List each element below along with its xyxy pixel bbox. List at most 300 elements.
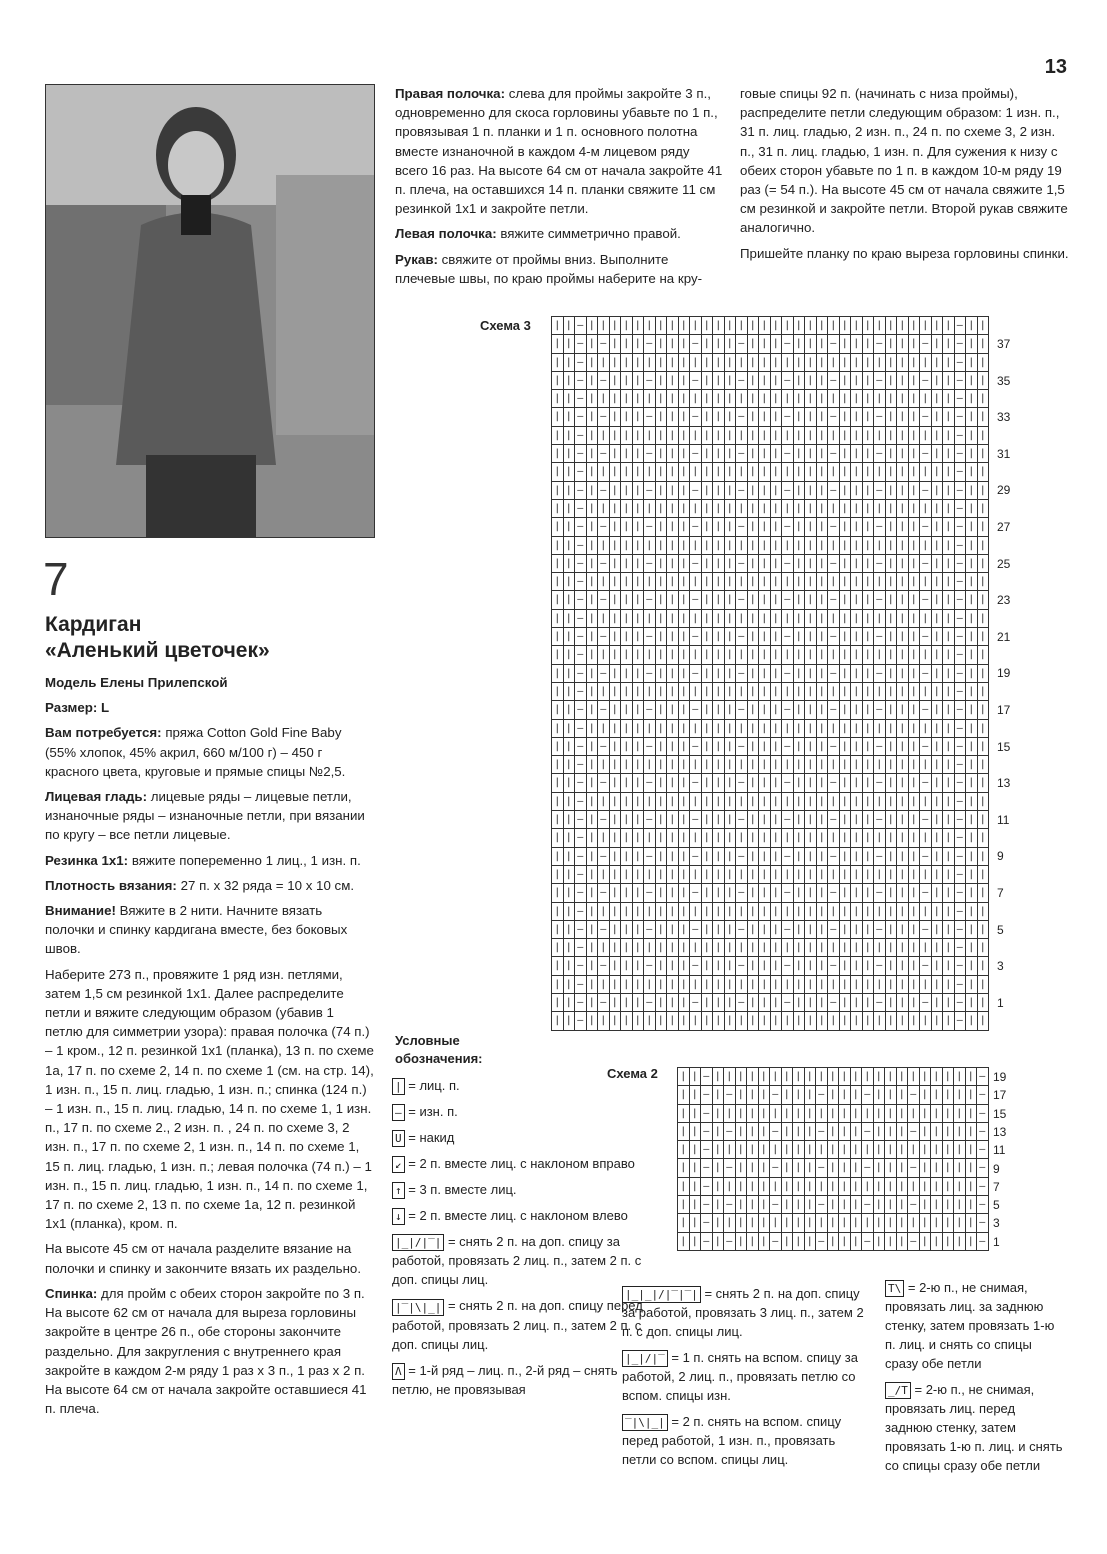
grid-cell: | — [817, 427, 829, 445]
grid-cell: | — [713, 976, 725, 994]
grid-cell: | — [920, 756, 932, 774]
grid-cell: | — [725, 354, 737, 372]
grid-cell: | — [794, 738, 806, 756]
grid-cell: | — [702, 1012, 714, 1030]
grid-row — [552, 518, 989, 536]
grid-cell: — — [690, 701, 702, 719]
grid-cell: | — [793, 1178, 805, 1196]
grid-cell: | — [656, 646, 668, 664]
grid-cell: — — [690, 665, 702, 683]
grid-cell: | — [909, 720, 921, 738]
grid-cell: | — [909, 701, 921, 719]
grid-cell: | — [805, 591, 817, 609]
grid-cell: | — [920, 1196, 932, 1214]
grid-cell: | — [874, 829, 886, 847]
grid-cell: — — [575, 738, 587, 756]
grid-cell: | — [897, 921, 909, 939]
grid-cell: | — [897, 427, 909, 445]
grid-cell: — — [977, 1196, 989, 1214]
grid-cell: | — [656, 445, 668, 463]
grid-cell: | — [564, 829, 576, 847]
grid-cell: — — [816, 1123, 828, 1141]
grid-cell: | — [564, 408, 576, 426]
grid-cell: — — [828, 957, 840, 975]
grid-cell: | — [817, 939, 829, 957]
grid-cell: — — [908, 1196, 920, 1214]
grid-cell: | — [782, 463, 794, 481]
grid-cell: | — [978, 720, 990, 738]
grid-cell: | — [840, 811, 852, 829]
legend-text: = 2 п. вместе лиц. с наклоном влево — [404, 1208, 628, 1224]
grid-cell: — — [816, 1086, 828, 1104]
grid-cell: | — [564, 591, 576, 609]
grid-cell: — — [598, 884, 610, 902]
grid-cell: | — [851, 1159, 863, 1177]
grid-cell: | — [886, 866, 898, 884]
grid-cell: | — [713, 811, 725, 829]
grid-cell: | — [817, 903, 829, 921]
grid-cell: | — [702, 994, 714, 1012]
grid-cell: | — [886, 463, 898, 481]
grid-cell: | — [863, 866, 875, 884]
grid-cell: | — [840, 829, 852, 847]
grid-cell: — — [828, 774, 840, 792]
grid-cell: | — [966, 683, 978, 701]
grid-cell: | — [863, 573, 875, 591]
grid-cell: | — [851, 903, 863, 921]
grid-cell: | — [874, 683, 886, 701]
grid-cell: | — [966, 354, 978, 372]
grid-cell: — — [690, 811, 702, 829]
grid-cell: | — [644, 939, 656, 957]
grid-cell: — — [690, 994, 702, 1012]
grid-cell: | — [817, 482, 829, 500]
grid-cell: | — [679, 628, 691, 646]
grid-cell: | — [747, 1141, 759, 1159]
grid-cell: | — [897, 372, 909, 390]
grid-cell: — — [874, 701, 886, 719]
grid-cell: | — [931, 1233, 943, 1251]
grid-cell: | — [713, 1123, 725, 1141]
grid-cell: | — [794, 463, 806, 481]
grid-cell: | — [552, 793, 564, 811]
grid-cell: | — [805, 1178, 817, 1196]
grid-cell: | — [817, 665, 829, 683]
grid-cell: | — [713, 665, 725, 683]
grid-cell: | — [656, 738, 668, 756]
grid-cell: | — [828, 427, 840, 445]
grid-cell: — — [644, 884, 656, 902]
grid-cell: | — [552, 811, 564, 829]
grid-cell: | — [943, 537, 955, 555]
grid-cell: | — [610, 848, 622, 866]
grid-cell: | — [621, 793, 633, 811]
grid-row — [678, 1178, 989, 1196]
grid-cell: | — [713, 335, 725, 353]
grid-cell: | — [610, 665, 622, 683]
grid-cell: | — [840, 537, 852, 555]
grid-cell: | — [679, 939, 691, 957]
grid-cell: | — [747, 1105, 759, 1123]
grid-cell: | — [656, 957, 668, 975]
grid-cell: | — [978, 738, 990, 756]
grid-cell: | — [587, 994, 599, 1012]
grid-cell: | — [909, 390, 921, 408]
grid-cell: | — [943, 1159, 955, 1177]
grid-cell: — — [724, 1233, 736, 1251]
grid-cell: | — [633, 482, 645, 500]
grid-cell: | — [794, 665, 806, 683]
grid-cell: | — [748, 921, 760, 939]
grid-cell: | — [610, 793, 622, 811]
grid-cell: | — [759, 756, 771, 774]
grid-cell: — — [920, 957, 932, 975]
grid-cell: | — [725, 957, 737, 975]
grid-cell: | — [978, 482, 990, 500]
grid-cell: | — [690, 976, 702, 994]
grid-cell: | — [610, 573, 622, 591]
grid-cell: | — [736, 427, 748, 445]
grid-cell: | — [771, 628, 783, 646]
grid-cell: | — [702, 573, 714, 591]
grid-cell: | — [713, 482, 725, 500]
grid-cell: | — [897, 884, 909, 902]
legend-text: = 1 п. снять на вспом. спицу за работой, 2 лиц. п., провязать петлю со вспом. спицы изн. — [622, 1350, 858, 1404]
grid-cell: | — [782, 1196, 794, 1214]
grid-cell: | — [598, 463, 610, 481]
grid-cell: | — [966, 1105, 978, 1123]
grid-cell: | — [966, 372, 978, 390]
grid-cell: | — [759, 463, 771, 481]
grid-cell: | — [736, 1068, 748, 1086]
grid-cell: | — [943, 921, 955, 939]
grid-cell: | — [656, 921, 668, 939]
grid-cell: | — [978, 463, 990, 481]
grid-cell: | — [897, 518, 909, 536]
grid-cell: | — [943, 665, 955, 683]
grid-cell: | — [621, 848, 633, 866]
grid-cell: — — [575, 445, 587, 463]
grid-cell: — — [736, 665, 748, 683]
grid-cell: | — [759, 957, 771, 975]
page-number: 13 — [1044, 56, 1067, 78]
grid-row — [552, 537, 989, 555]
grid-cell: | — [920, 1105, 932, 1123]
grid-cell: | — [897, 610, 909, 628]
grid-cell: | — [851, 537, 863, 555]
grid-row — [552, 903, 989, 921]
grid-cell: | — [886, 610, 898, 628]
grid-cell: | — [552, 957, 564, 975]
grid-cell: — — [690, 335, 702, 353]
grid-cell: | — [598, 793, 610, 811]
grid-cell: | — [932, 555, 944, 573]
grid-cell: | — [978, 957, 990, 975]
grid-cell: | — [564, 537, 576, 555]
grid-cell: | — [817, 1012, 829, 1030]
grid-cell: — — [920, 738, 932, 756]
grid-cell: | — [587, 591, 599, 609]
grid-cell: | — [978, 701, 990, 719]
grid-cell: | — [656, 573, 668, 591]
grid-cell: — — [782, 445, 794, 463]
grid-cell: | — [713, 756, 725, 774]
grid-cell: | — [771, 646, 783, 664]
grid-cell: — — [690, 774, 702, 792]
grid-cell: | — [805, 976, 817, 994]
grid-cell: | — [863, 665, 875, 683]
grid-cell: | — [725, 445, 737, 463]
stitch-symbol-icon: _/T — [885, 1382, 911, 1399]
grid-cell: — — [575, 866, 587, 884]
grid-cell: | — [759, 811, 771, 829]
grid-cell: | — [840, 701, 852, 719]
grid-cell: — — [920, 518, 932, 536]
grid-cell: — — [690, 555, 702, 573]
grid-cell: | — [851, 793, 863, 811]
grid-cell: — — [644, 335, 656, 353]
grid-cell: | — [713, 408, 725, 426]
grid-cell: — — [701, 1141, 713, 1159]
grid-cell: | — [943, 573, 955, 591]
legend-text: = 2 п. вместе лиц. с наклоном вправо — [404, 1156, 635, 1172]
grid-cell: | — [552, 390, 564, 408]
grid-cell: | — [978, 317, 990, 335]
grid-cell: | — [886, 537, 898, 555]
grid-cell: | — [863, 701, 875, 719]
sleeve-continued: говые спицы 92 п. (начинать с низа проймы), распределите петли следующим образом: 1 изн. п., 31 п. лиц. гладью, 2 изн. п., 24 п. по схеме 3, 2 изн. п., 31 п. лиц. гладью, 1 изн. п. Для сужения к низу с обеих сторон убавьте по 1 п. в каждом 10-м ряду 19 раз (= 54 п.). На высоте 45 см от начала свяжите 1,5 см резинкой и закройте петли. Второй рукав свяжите аналогично. — [740, 86, 1068, 236]
grid-cell: | — [587, 354, 599, 372]
grid-cell: — — [955, 408, 967, 426]
grid-cell: | — [564, 976, 576, 994]
grid-cell: | — [886, 683, 898, 701]
grid-cell: | — [610, 537, 622, 555]
grid-cell: | — [702, 683, 714, 701]
grid-cell: | — [782, 390, 794, 408]
grid-cell: | — [633, 884, 645, 902]
grid-cell: | — [702, 701, 714, 719]
grid-cell: | — [943, 976, 955, 994]
grid-cell: — — [575, 610, 587, 628]
grid-cell: | — [621, 921, 633, 939]
grid-cell: | — [839, 1159, 851, 1177]
grid-cell: | — [909, 848, 921, 866]
grid-cell: | — [736, 829, 748, 847]
grid-cell: | — [748, 591, 760, 609]
grid-cell: — — [598, 408, 610, 426]
grid-cell: | — [564, 921, 576, 939]
grid-cell: | — [954, 1086, 966, 1104]
grid-cell: | — [874, 1159, 886, 1177]
grid-cell: | — [840, 921, 852, 939]
grid-cell: | — [920, 500, 932, 518]
grid-cell: | — [725, 756, 737, 774]
grid-cell: | — [771, 555, 783, 573]
grid-cell: | — [690, 463, 702, 481]
grid-cell: | — [644, 683, 656, 701]
grid-cell: | — [897, 738, 909, 756]
grid-cell: | — [863, 518, 875, 536]
grid-cell: | — [897, 500, 909, 518]
grid-cell: | — [759, 646, 771, 664]
grid-cell: | — [840, 683, 852, 701]
grid-cell: — — [828, 372, 840, 390]
grid-cell: | — [805, 701, 817, 719]
grid-cell: — — [690, 921, 702, 939]
grid-cell: | — [667, 683, 679, 701]
grid-cell: — — [874, 372, 886, 390]
grid-cell: | — [702, 518, 714, 536]
grid-cell: | — [771, 903, 783, 921]
grid-cell: | — [771, 518, 783, 536]
grid-cell: | — [552, 573, 564, 591]
grid-cell: | — [886, 591, 898, 609]
grid-cell: — — [874, 774, 886, 792]
grid-cell: | — [828, 537, 840, 555]
stitch-symbol-icon: Λ — [392, 1363, 405, 1380]
grid-cell: | — [920, 646, 932, 664]
grid-cell: — — [955, 354, 967, 372]
grid-cell: | — [759, 537, 771, 555]
grid-cell: — — [575, 335, 587, 353]
grid-cell: | — [943, 1086, 955, 1104]
grid-cell: | — [978, 591, 990, 609]
grid-cell: | — [897, 463, 909, 481]
grid-cell: | — [805, 793, 817, 811]
grid-cell: — — [977, 1233, 989, 1251]
grid-cell: — — [782, 335, 794, 353]
grid-cell: | — [713, 390, 725, 408]
grid-cell: — — [782, 701, 794, 719]
grid-cell: | — [679, 610, 691, 628]
grid-cell: | — [886, 665, 898, 683]
grid-cell: | — [943, 1178, 955, 1196]
grid-cell: | — [621, 408, 633, 426]
grid-cell: | — [840, 408, 852, 426]
grid-cell: | — [817, 994, 829, 1012]
grid-cell: | — [794, 573, 806, 591]
grid-cell: | — [621, 390, 633, 408]
grid-cell: | — [839, 1086, 851, 1104]
grid-cell: | — [633, 646, 645, 664]
grid-cell: | — [656, 372, 668, 390]
grid-cell: | — [805, 829, 817, 847]
grid-cell: | — [610, 646, 622, 664]
grid-cell: | — [667, 793, 679, 811]
grid-cell: | — [886, 976, 898, 994]
grid-cell: | — [690, 903, 702, 921]
grid-row — [678, 1068, 989, 1086]
grid-cell: | — [840, 628, 852, 646]
grid-cell: | — [690, 1233, 702, 1251]
grid-cell: | — [782, 1012, 794, 1030]
grid-cell: | — [771, 390, 783, 408]
grid-cell: | — [736, 463, 748, 481]
grid-cell: | — [587, 518, 599, 536]
grid-cell: | — [610, 500, 622, 518]
grid-cell: | — [909, 939, 921, 957]
grid-cell: | — [805, 372, 817, 390]
grid-cell: | — [886, 884, 898, 902]
grid-cell: — — [736, 628, 748, 646]
grid-cell: | — [690, 756, 702, 774]
grid-cell: | — [840, 317, 852, 335]
grid-cell: | — [897, 1123, 909, 1141]
grid-cell: | — [598, 903, 610, 921]
grid-cell: | — [564, 793, 576, 811]
grid-cell: | — [564, 848, 576, 866]
grid-cell: | — [644, 1012, 656, 1030]
grid-cell: | — [667, 811, 679, 829]
grid-cell: | — [736, 354, 748, 372]
grid-cell: — — [874, 518, 886, 536]
grid-cell: | — [897, 317, 909, 335]
grid-cell: | — [679, 738, 691, 756]
grid-cell: | — [610, 811, 622, 829]
grid-cell: | — [920, 1123, 932, 1141]
grid-cell: | — [736, 1233, 748, 1251]
grid-cell: | — [713, 866, 725, 884]
grid-cell: | — [966, 591, 978, 609]
grid-cell: | — [633, 610, 645, 628]
grid-cell: | — [725, 591, 737, 609]
grid-cell: | — [587, 793, 599, 811]
grid-cell: | — [932, 335, 944, 353]
grid-cell: | — [932, 884, 944, 902]
grid-cell: | — [817, 555, 829, 573]
grid-cell: | — [851, 738, 863, 756]
grid-cell: — — [644, 518, 656, 536]
grid-cell: | — [909, 445, 921, 463]
grid-cell: | — [552, 866, 564, 884]
stitch-symbol-icon: U — [392, 1130, 405, 1147]
grid-cell: | — [886, 793, 898, 811]
grid-cell: | — [851, 482, 863, 500]
grid-cell: | — [978, 390, 990, 408]
grid-cell: | — [966, 628, 978, 646]
grid-cell: | — [725, 537, 737, 555]
grid-cell: | — [897, 1086, 909, 1104]
grid-cell: | — [667, 756, 679, 774]
grid-cell: | — [679, 1012, 691, 1030]
grid-cell: | — [656, 939, 668, 957]
grid-cell: | — [702, 884, 714, 902]
grid-row — [678, 1086, 989, 1104]
grid-cell: | — [909, 957, 921, 975]
grid-cell: | — [552, 372, 564, 390]
grid-cell: | — [656, 317, 668, 335]
grid-cell: | — [667, 829, 679, 847]
grid-cell: | — [908, 1105, 920, 1123]
grid-cell: | — [610, 335, 622, 353]
grid-cell: | — [886, 774, 898, 792]
grid-cell: | — [610, 317, 622, 335]
grid-cell: | — [759, 939, 771, 957]
grid-cell: — — [828, 921, 840, 939]
grid-cell: | — [656, 848, 668, 866]
grid-cell: | — [598, 720, 610, 738]
grid-cell: | — [851, 646, 863, 664]
grid-cell: — — [955, 957, 967, 975]
grid-cell: | — [782, 573, 794, 591]
grid-cell: | — [621, 774, 633, 792]
grid-cell: | — [839, 1123, 851, 1141]
grid-cell: | — [966, 774, 978, 792]
grid-cell: | — [633, 756, 645, 774]
grid-cell: — — [724, 1086, 736, 1104]
grid-cell: | — [690, 720, 702, 738]
grid-cell: — — [828, 335, 840, 353]
